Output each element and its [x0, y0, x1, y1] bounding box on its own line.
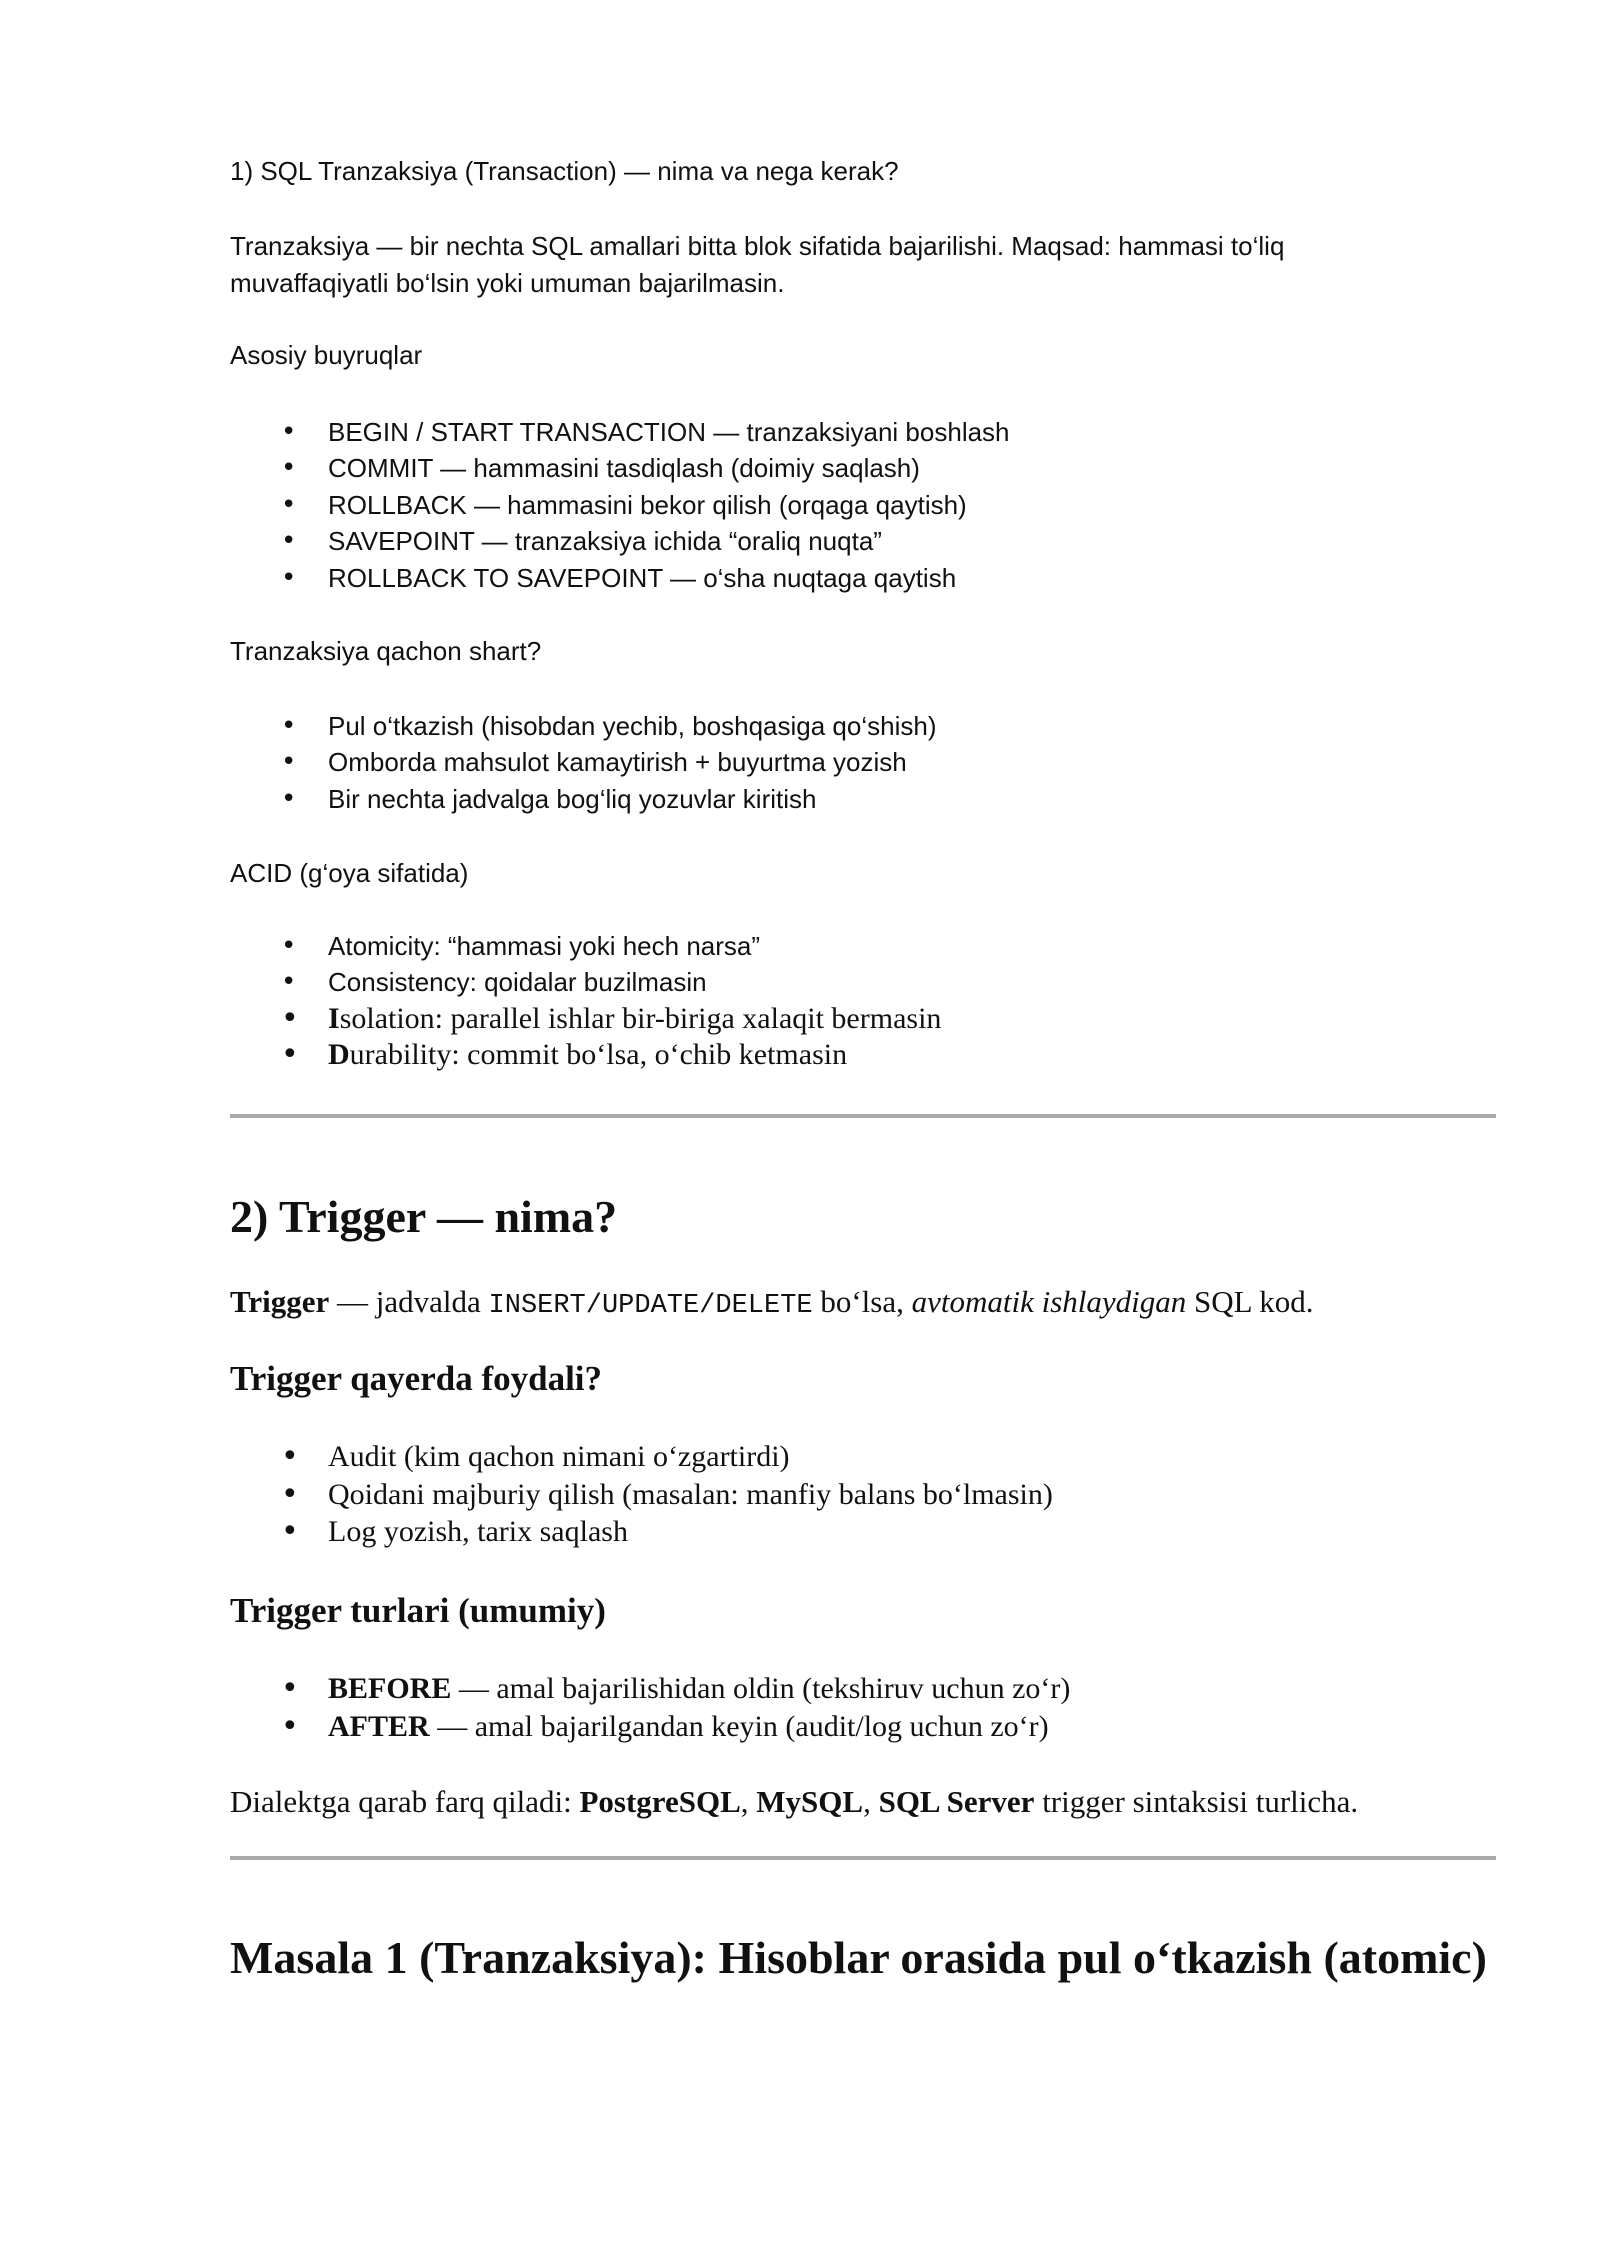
when-list — [230, 708, 936, 817]
list-item — [230, 1670, 1070, 1708]
list-item: • Log yozish, tarix saqlash — [230, 1513, 1053, 1551]
list-item: • Qoidani majburiy qilish (masalan: manfiy balans bo‘lmasin) — [230, 1476, 1053, 1514]
definition-text: SQL kod. — [1186, 1284, 1314, 1319]
list-item: • Audit (kim qachon nimani o‘zgartirdi) — [230, 1438, 1053, 1476]
section1-title: 1) SQL Tranzaksiya (Transaction) — nima va nega kerak? — [230, 156, 899, 186]
list-item: • ROLLBACK TO SAVEPOINT — o‘sha nuqtaga qaytish — [230, 560, 1010, 596]
list-item: • BEGIN / START TRANSACTION — tranzaksiyani boshlash — [230, 414, 1010, 450]
commands-heading: Asosiy buyruqlar — [230, 340, 423, 370]
dialect-name: PostgreSQL — [579, 1784, 741, 1819]
list-item — [230, 1708, 1070, 1746]
section2-title: 2) Trigger — nima? — [230, 1191, 618, 1242]
commands-list — [230, 414, 1010, 596]
trigger-type-desc: — amal bajarilishidan oldin (tekshiruv uchun zo‘r) — [451, 1672, 1071, 1705]
list-item: • Atomicity: “hammasi yoki hech narsa” — [230, 928, 941, 964]
emphasis-text: avtomatik ishlaydigan — [911, 1284, 1187, 1319]
dialect-separator: , — [863, 1784, 879, 1819]
dialect-note — [230, 1782, 1358, 1822]
list-item — [230, 1001, 941, 1037]
dialect-name: SQL Server — [878, 1784, 1035, 1819]
acid-list — [230, 928, 941, 1074]
definition-text: bo‘lsa, — [812, 1284, 912, 1319]
dialect-separator: , — [740, 1784, 757, 1819]
trigger-term: Trigger — [230, 1284, 330, 1319]
acid-letter: I — [328, 1001, 340, 1035]
list-item: • COMMIT — hammasini tasdiqlash (doimiy saqlash) — [230, 450, 1010, 486]
dialect-text: Dialektga qarab farq qiladi: — [230, 1784, 580, 1819]
list-item: • Omborda mahsulot kamaytirish + buyurtma yozish — [230, 744, 936, 780]
trigger-type-name: BEFORE — [328, 1672, 452, 1705]
trigger-definition — [230, 1282, 1313, 1326]
horizontal-rule — [230, 1114, 1496, 1118]
types-heading: Trigger turlari (umumiy) — [230, 1591, 606, 1630]
dialect-name: MySQL — [756, 1784, 864, 1819]
trigger-type-name: AFTER — [328, 1709, 430, 1743]
list-item: • SAVEPOINT — tranzaksiya ichida “oraliq nuqta” — [230, 523, 1010, 559]
acid-letter: D — [328, 1038, 350, 1072]
acid-rest: solation: parallel ishlar bir-biriga xalaqit bermasin — [339, 1001, 942, 1035]
useful-list — [230, 1438, 1053, 1551]
list-item: • Bir nechta jadvalga bog‘liq yozuvlar kiritish — [230, 781, 936, 817]
dialect-text: trigger sintaksisi turlicha. — [1034, 1784, 1359, 1819]
acid-heading: ACID (g‘oya sifatida) — [230, 858, 469, 888]
list-item — [230, 1037, 941, 1073]
section3-title: Masala 1 (Tranzaksiya): Hisoblar orasida pul o‘tkazish (atomic) — [230, 1932, 1487, 1983]
list-item: • Pul o‘tkazish (hisobdan yechib, boshqasiga qo‘shish) — [230, 708, 936, 744]
acid-rest: urability: commit bo‘lsa, o‘chib ketmasin — [349, 1038, 848, 1072]
section1-intro: Tranzaksiya — bir nechta SQL amallari bitta blok sifatida bajarilishi. Maqsad: hammasi to‘liq muvaffaqiyatli bo‘lsin yoki umuman bajarilmasin. — [230, 231, 1285, 298]
list-item: • Consistency: qoidalar buzilmasin — [230, 964, 941, 1000]
definition-text: — jadvalda — [329, 1284, 489, 1319]
types-list — [230, 1670, 1070, 1745]
list-item: • ROLLBACK — hammasini bekor qilish (orqaga qaytish) — [230, 487, 1010, 523]
trigger-type-desc: — amal bajarilgandan keyin (audit/log uchun zo‘r) — [429, 1709, 1049, 1743]
when-heading: Tranzaksiya qachon shart? — [230, 636, 542, 666]
useful-heading: Trigger qayerda foydali? — [230, 1359, 603, 1398]
horizontal-rule — [230, 1856, 1496, 1860]
inline-code: INSERT/UPDATE/DELETE — [488, 1291, 813, 1321]
